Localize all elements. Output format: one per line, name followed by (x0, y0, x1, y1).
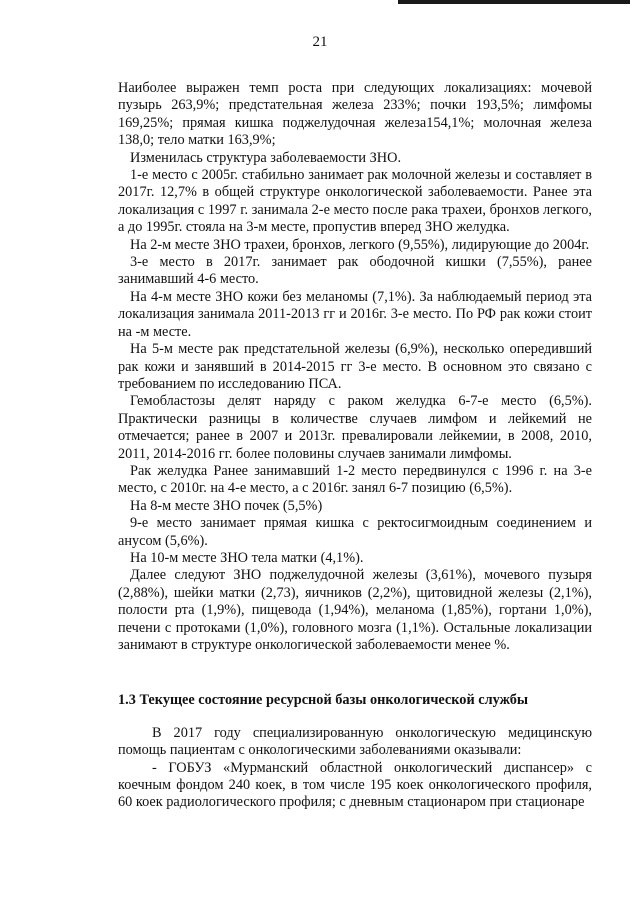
paragraph-hemoblastoses: Гемобластозы делят наряду с раком желудка 6-7-е место (6,5%). Практически разницы в количестве случаев лимфом и лейкемий не отмечается; ранее в 2007 и 2013г. превалировали лейкемии, в 2008, 2010, 2011, 2014-2016 гг. более половины случаев занимали лимфомы. (118, 393, 592, 462)
heading-gap (118, 710, 592, 725)
paragraph-growth-rates: Наиболее выражен темп роста при следующих локализациях: мочевой пузырь 263,9%; предстательная железа 233%; почки 193,5%; лимфомы 169,25%; прямая кишка поджелудочная железа154,1%; молочная железа 138,0; тело матки 163,9%; (118, 80, 592, 149)
section-gap (118, 654, 592, 692)
paragraph-structure-changed: Изменилась структура заболеваемости ЗНО. (130, 149, 402, 166)
paragraph-rank-8: На 8-м месте ЗНО почек (5,5%) (130, 497, 323, 514)
paragraph-rank-3: 3-е место в 2017г. занимает рак ободочной кишки (7,55%), ранее занимавший 4-6 место. (118, 254, 592, 288)
paragraph-rank-5: На 5-м месте рак предстательной железы (6,9%), несколько опередивший рак кожи и занявший в 2014-2015 гг 3-е место. В основном это связано с требованием по исследованию ПСА. (118, 341, 592, 392)
page-number: 21 (312, 34, 328, 50)
paragraph-other-localizations: Далее следуют ЗНО поджелудочной железы (3,61%), мочевого пузыря (2,88%), шейки матки (2,73), яичников (2,2%), щитовидной железы (2,1%), полости рта (1,9%), пищевода (1,94%), меланома (1,85%), гортани 1,0%), печени с протоками (1,0%), головного мозга (1,1%). Остальные локализации занимают в структуре онкологической заболеваемости менее %. (118, 567, 592, 653)
paragraph-care-intro: В 2017 году специализированную онкологическую медицинскую помощь пациентам с онкологическими заболеваниями оказывали: (118, 724, 592, 759)
section-heading: 1.3 Текущее состояние ресурсной базы онкологической службы (118, 692, 529, 709)
document-body (118, 80, 592, 812)
paragraph-rank-4: На 4-м месте ЗНО кожи без меланомы (7,1%). За наблюдаемый период эта локализация занимала 2011-2013 гг и 2016г. 3-е место. По РФ рак кожи стоит на -м месте. (118, 288, 592, 340)
paragraph-stomach: Рак желудка Ранее занимавший 1-2 место передвинулся с 1996 г. на 3-е место, с 2010г. на 4-е место, а с 2016г. занял 6-7 позицию (6,5%). (118, 462, 592, 497)
paragraph-rank-2: На 2-м месте ЗНО трахеи, бронхов, легкого (9,55%), лидирующие до 2004г. (130, 236, 590, 253)
paragraph-rank-10: На 10-м месте ЗНО тела матки (4,1%). (130, 549, 364, 566)
paragraph-rank-9: 9-е место занимает прямая кишка с ректосигмоидным соединением и анусом (5,6%). (118, 515, 592, 549)
top-edge-rule (398, 0, 630, 4)
paragraph-rank-1: 1-е место с 2005г. стабильно занимает рак молочной железы и составляет в 2017г. 12,7% в общей структуре онкологической заболеваемости. Ранее эта локализация с 1997 г. занимала 2-е место после рака трахеи, бронхов легкого, а до 1995г. стояла на 3-м месте, пропустив вперед ЗНО желудка. (118, 167, 592, 236)
paragraph-dispensary: - ГОБУЗ «Мурманский областной онкологический диспансер» с коечным фондом 240 коек, в том числе 195 коек онкологического профиля, 60 коек радиологического профиля; с дневным стационаром при стационаре (118, 759, 592, 811)
